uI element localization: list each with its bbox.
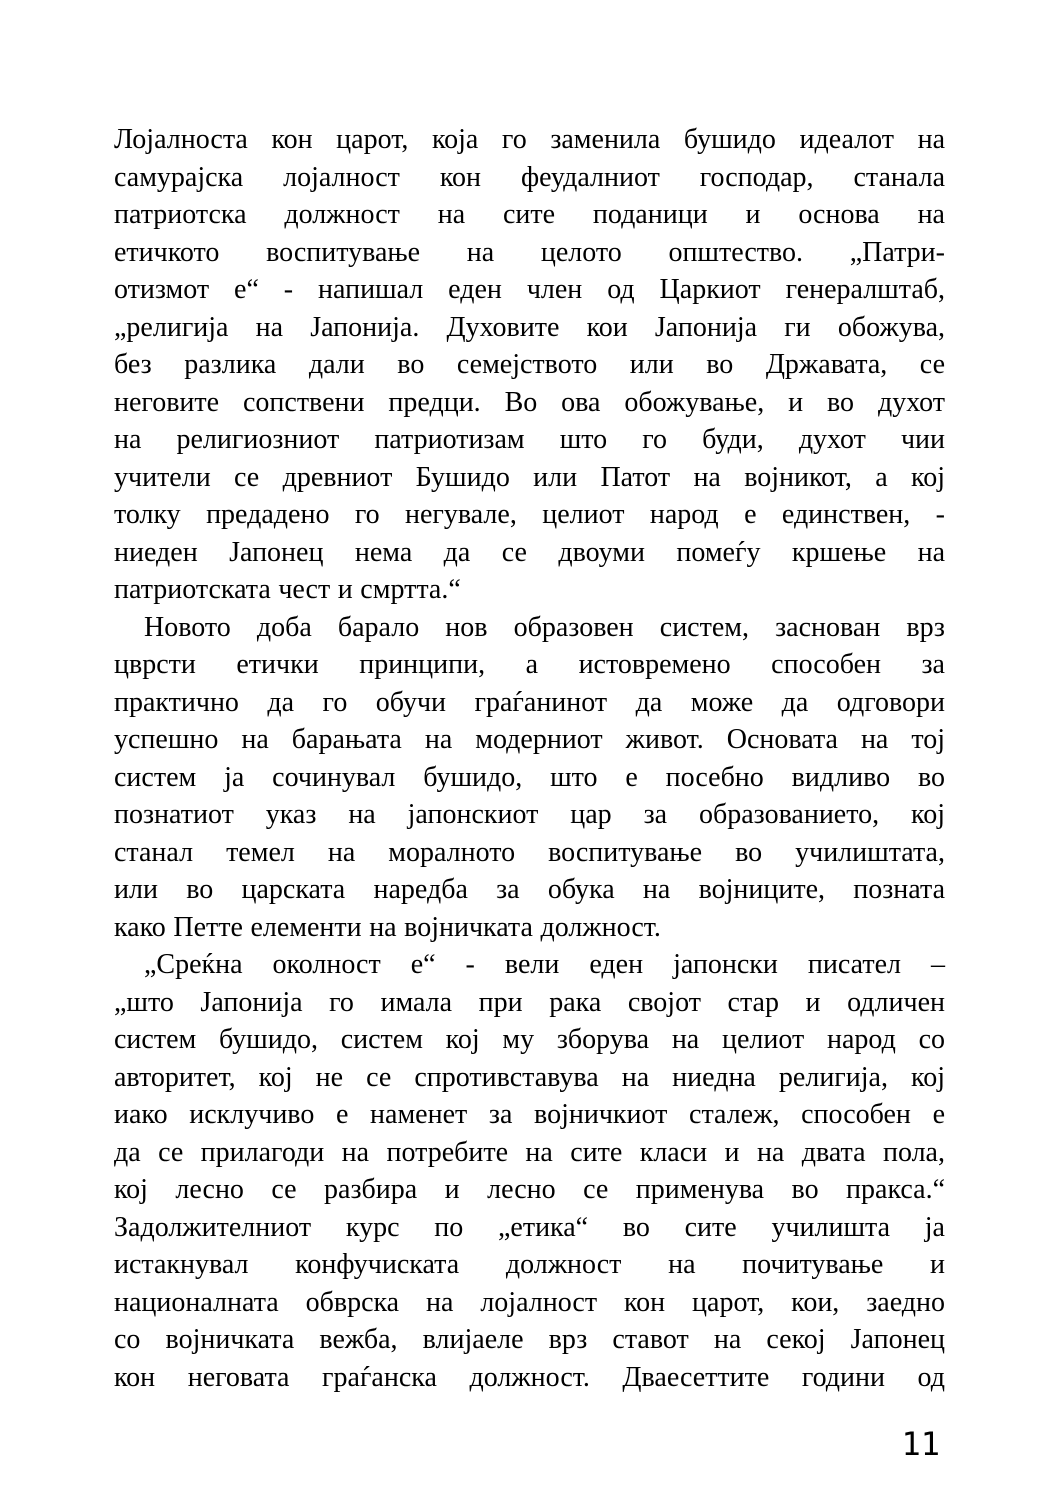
text-line: успешно на барањата на модерниот живот. Основата на тој (114, 724, 945, 755)
text-line: Задолжителниот курс по „етика“ во сите училишта ја (114, 1211, 945, 1243)
text-line: истакнувал конфучиската должност на почитување и (114, 1249, 945, 1280)
text-line: авторитет, кој не се спротивставува на ниедна религија, кој (114, 1061, 945, 1093)
text-line: да се прилагоди на потребите на сите класи и на двата пола, (114, 1136, 945, 1168)
paragraph (114, 121, 945, 609)
text-line: кој лесно се разбира и лесно се применува во пракса.“ (114, 1174, 945, 1205)
text-line: ниеден Јапонец нема да се двоуми помеѓу кршење на (114, 536, 945, 568)
text-line: толку предадено го негувале, целиот народ е единствен, - (114, 499, 945, 530)
text-line: систем бушидо, систем кој му зборува на целиот народ со (114, 1024, 945, 1055)
text-line: „религија на Јапонија. Духовите кои Јапонија ги обожува, (114, 311, 945, 343)
text-line: кон неговата граѓанска должност. Дваесеттите години од (114, 1361, 945, 1393)
text-line: „што Јапонија го имала при рака својот стар и одличен (114, 986, 945, 1018)
text-line: или во царската наредба за обука на војниците, позната (114, 874, 945, 905)
text-line: самурајска лојалност кон феудалниот господар, станала (114, 161, 945, 193)
text-line: како Петте елементи на војничката должност. (114, 911, 661, 943)
text-line: Новото доба барало нов образовен систем, заснован врз (144, 611, 945, 643)
text-line: без разлика дали во семејството или во Државата, се (114, 349, 945, 380)
text-line: со војничката вежба, влијаеле врз ставот на секој Јапонец (114, 1324, 945, 1355)
text-line: учители се древниот Бушидо или Патот на војникот, а кој (114, 461, 945, 493)
text-line: познатиот указ на јапонскиот цар за образованието, кој (114, 799, 945, 830)
text-line: „Среќна околност е“ - вели еден јапонски писател – (144, 949, 945, 980)
text-line: станал темел на моралното воспитување во училиштата, (114, 836, 945, 868)
text-line: систем ја сочинувал бушидо, што е посебно видливо во (114, 761, 945, 793)
text-line: етичкото воспитување на целото општество. „Патри- (114, 236, 945, 268)
text-line: националната обврска на лојалност кон царот, кои, заедно (114, 1286, 945, 1318)
text-line: цврсти етички принципи, а истовремено способен за (114, 649, 945, 680)
text-line: патриотска должност на сите поданици и основа на (114, 199, 945, 230)
text-line: неговите сопствени предци. Во ова обожување, и во духот (114, 386, 945, 418)
text-line: отизмот е“ - напишал еден член од Царкиот генералштаб, (114, 274, 945, 305)
text-line: иако исклучиво е наменет за војничкиот сталеж, способен е (114, 1099, 945, 1130)
text-line: Лојалноста кон царот, која го заменила бушидо идеалот на (114, 124, 945, 155)
body-text (114, 121, 945, 1396)
page-number: 11 (901, 1425, 940, 1463)
paragraph (114, 946, 945, 1396)
text-line: практично да го обучи граѓанинот да може да одговори (114, 686, 945, 718)
paragraph (114, 609, 945, 947)
text-line: патриотската чест и смртта.“ (114, 574, 461, 605)
text-line: на религиозниот патриотизам што го буди, духот чии (114, 424, 945, 455)
